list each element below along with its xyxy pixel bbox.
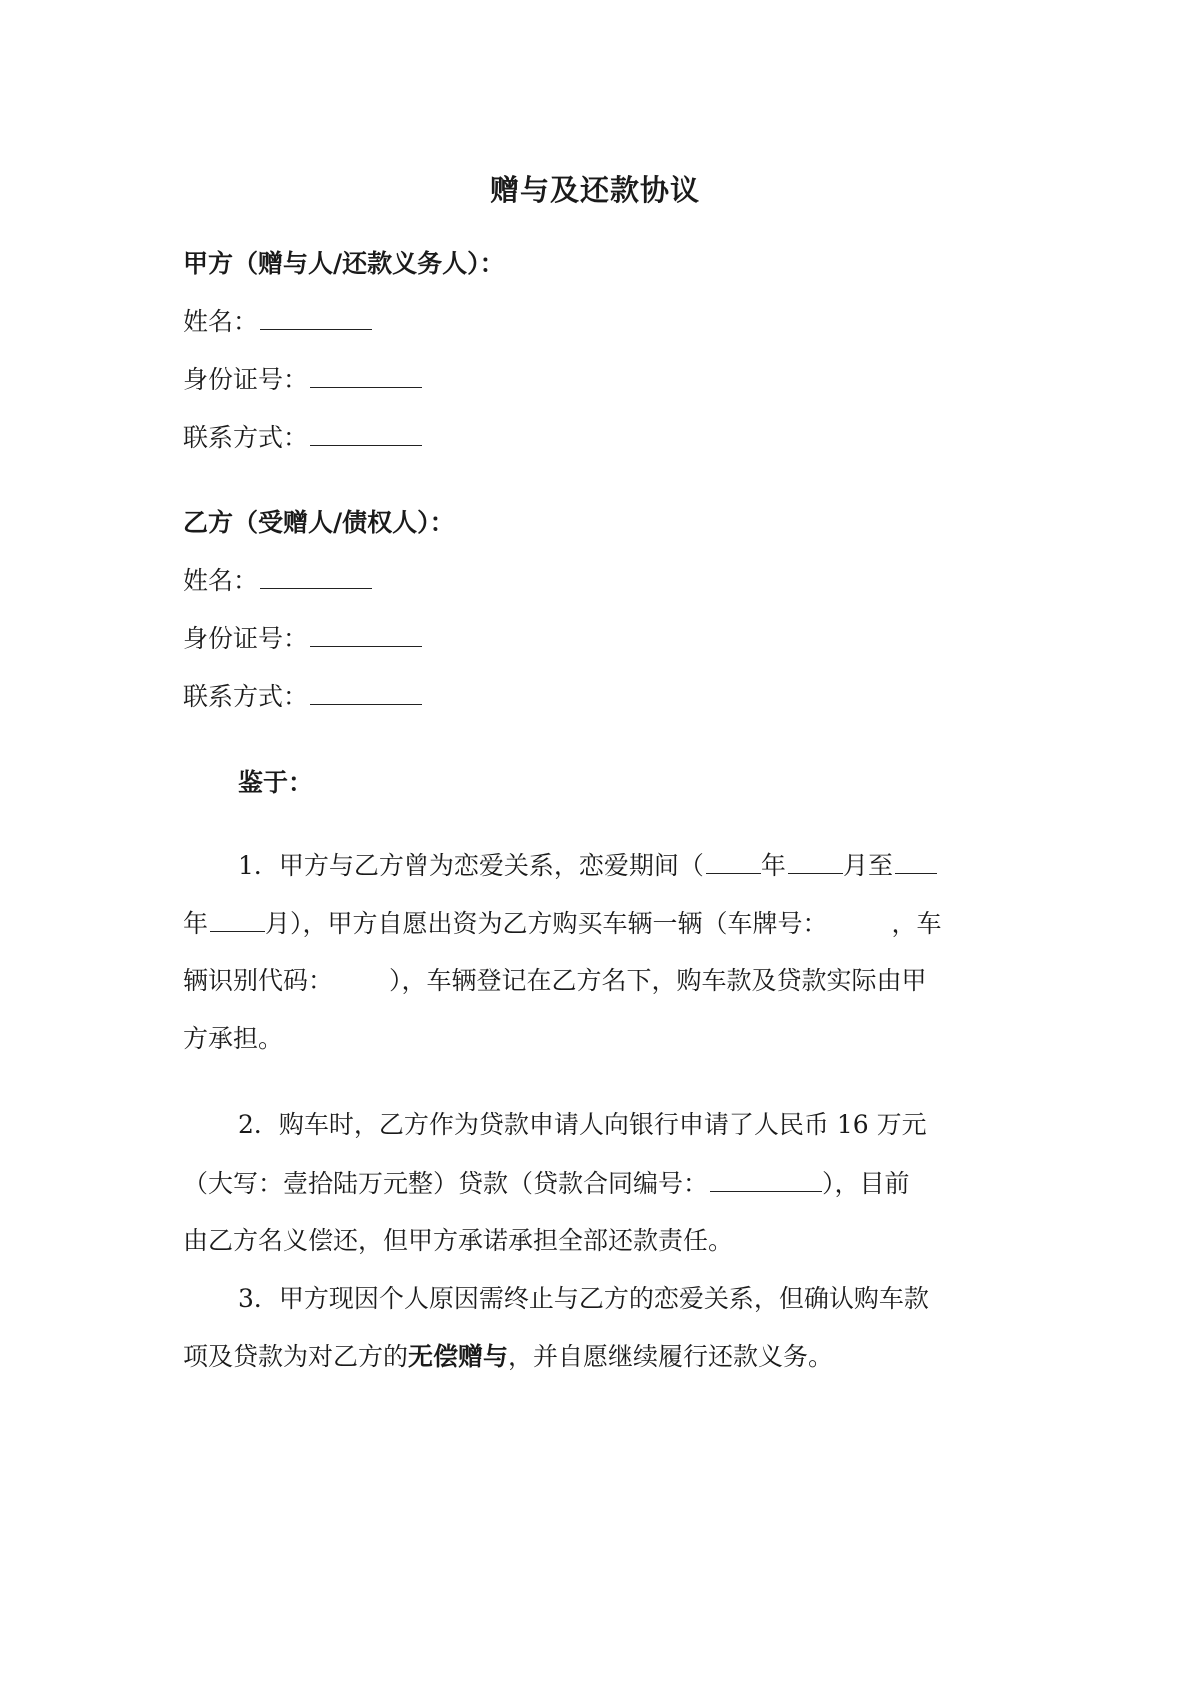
party-b-name-blank	[260, 560, 372, 589]
party-b-contact-field	[183, 676, 422, 717]
party-b-contact-label: 联系方式：	[183, 682, 309, 711]
clause-1-line-4: 方承担。	[183, 1024, 284, 1053]
party-b-name-label: 姓名：	[183, 566, 259, 595]
clause-1-line-3	[183, 961, 927, 1001]
year-start-blank	[706, 845, 761, 874]
party-a-id-field	[183, 359, 422, 400]
party-b-name-field	[183, 560, 372, 601]
party-a-heading: 甲方（赠与人/还款义务人）：	[183, 249, 505, 278]
clause-2-text-b: ），目前	[822, 1169, 910, 1198]
party-a-contact-label: 联系方式：	[183, 423, 309, 452]
gratuitous-gift-emphasis: 无偿赠与	[408, 1342, 509, 1371]
clause-1-text-c: ，车	[891, 909, 942, 938]
party-b-id-field	[183, 618, 422, 659]
party-a-id-blank	[310, 359, 422, 388]
clause-1-line-2	[183, 903, 942, 944]
clause-3-text-b: ，并自愿继续履行还款义务。	[508, 1342, 834, 1371]
clause-1-year-end-label: 年	[183, 909, 209, 938]
party-a-name-field	[183, 301, 372, 342]
year-end-blank	[895, 845, 937, 874]
clause-1-text-e: ），车辆登记在乙方名下，购车款及贷款实际由甲	[389, 966, 927, 995]
party-a-name-label: 姓名：	[183, 307, 259, 336]
party-b-contact-blank	[310, 676, 422, 705]
clause-2-line-1: 2．购车时，乙方作为贷款申请人向银行申请了人民币 16 万元	[238, 1110, 927, 1139]
month-start-blank	[788, 845, 843, 874]
clause-3-line-2	[183, 1337, 833, 1377]
month-end-blank	[210, 903, 265, 932]
clause-1-text-a: 1．甲方与乙方曾为恋爱关系，恋爱期间（	[238, 851, 704, 880]
party-b-heading: 乙方（受赠人/债权人）：	[183, 508, 455, 537]
party-a-id-label: 身份证号：	[183, 365, 309, 394]
clause-3-text-a: 项及贷款为对乙方的	[183, 1342, 409, 1371]
clause-2-text-a: （大写：壹拾陆万元整）贷款（贷款合同编号：	[183, 1169, 709, 1198]
party-a-name-blank	[260, 301, 372, 330]
clause-1-month-to-label: 月至	[842, 851, 893, 880]
party-b-id-label: 身份证号：	[183, 624, 309, 653]
loan-contract-number-blank	[710, 1163, 822, 1192]
clause-1-text-d: 辆识别代码：	[183, 966, 334, 995]
clause-2-line-2	[183, 1163, 910, 1204]
party-b-id-blank	[310, 618, 422, 647]
party-a-contact-field	[183, 417, 422, 458]
clause-2-line-3: 由乙方名义偿还，但甲方承诺承担全部还款责任。	[183, 1226, 734, 1255]
clause-1-text-b: 月），甲方自愿出资为乙方购买车辆一辆（车牌号：	[265, 909, 828, 938]
party-a-contact-blank	[310, 417, 422, 446]
clause-3-line-1: 3．甲方现因个人原因需终止与乙方的恋爱关系，但确认购车款	[238, 1284, 929, 1313]
whereas-heading: 鉴于：	[238, 768, 314, 797]
clause-1-year-label: 年	[760, 851, 786, 880]
document-title: 赠与及还款协议	[489, 173, 700, 207]
clause-1-line-1	[238, 845, 937, 886]
